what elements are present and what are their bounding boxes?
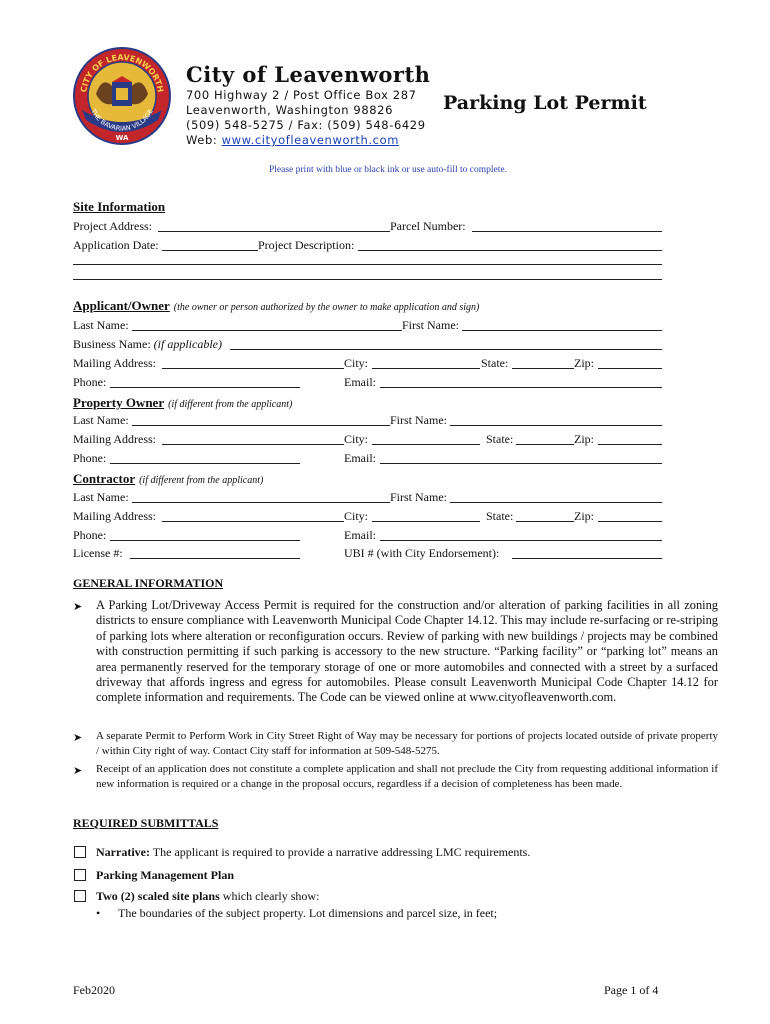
address-line2: Leavenworth, Washington 98826	[186, 103, 393, 117]
contractor-license-field[interactable]	[130, 558, 300, 559]
owner-mailing-label: Mailing Address:	[73, 432, 156, 446]
owner-heading: Property Owner	[73, 395, 165, 410]
site-plans-item	[96, 889, 319, 903]
owner-phone-label: Phone:	[73, 451, 107, 465]
general-bullet-2: A separate Permit to Perform Work in City Street Right of Way may be necessary for portions of projects located outside of private property / within City right of way. Contact City staff for information at 509-548-5275.	[96, 730, 718, 757]
owner-first-name-label: First Name:	[390, 413, 447, 427]
applicant-note: (the owner or person authorized by the owner to make application and sign)	[173, 302, 480, 313]
applicant-city-label: City:	[344, 356, 369, 370]
arrow-bullet-icon: ➤	[73, 765, 83, 777]
address-line1: 700 Highway 2 / Post Office Box 287	[186, 88, 417, 102]
project-address-label: Project Address:	[73, 219, 152, 233]
owner-city-field[interactable]	[372, 444, 480, 445]
applicant-last-name-field[interactable]	[132, 330, 402, 331]
applicant-last-name-label: Last Name:	[73, 318, 129, 332]
project-description-line2[interactable]	[73, 264, 662, 265]
applicant-phone-label: Phone:	[73, 375, 107, 389]
owner-zip-field[interactable]	[598, 444, 662, 445]
owner-state-field[interactable]	[516, 444, 574, 445]
applicant-email-label: Email:	[344, 375, 376, 389]
applicant-zip-field[interactable]	[598, 368, 662, 369]
business-name-note: (if applicable)	[153, 337, 222, 351]
contractor-first-name-label: First Name:	[390, 490, 447, 504]
site-plans-text: which clearly show:	[222, 889, 320, 903]
applicant-phone-field[interactable]	[110, 387, 300, 388]
required-submittals-heading: REQUIRED SUBMITTALS	[73, 816, 219, 830]
contractor-first-name-field[interactable]	[450, 502, 662, 503]
applicant-mailing-field[interactable]	[162, 368, 344, 369]
bullet-dot-icon: •	[96, 906, 101, 920]
site-plans-checkbox[interactable]	[74, 890, 86, 902]
owner-phone-field[interactable]	[110, 463, 300, 464]
owner-last-name-label: Last Name:	[73, 413, 129, 427]
contractor-note: (if different from the applicant)	[139, 475, 264, 486]
application-date-field[interactable]	[162, 250, 258, 251]
contractor-ubi-label: UBI # (with City Endorsement):	[344, 546, 500, 560]
address-block	[186, 88, 426, 148]
project-address-field[interactable]	[158, 231, 390, 232]
city-name: City of Leavenworth	[186, 62, 431, 87]
general-info-heading: GENERAL INFORMATION	[73, 576, 224, 590]
applicant-state-label: State:	[481, 356, 509, 370]
applicant-first-name-label: First Name:	[402, 318, 459, 332]
contractor-zip-label: Zip:	[574, 509, 594, 523]
applicant-email-field[interactable]	[380, 387, 662, 388]
print-note: Please print with blue or black ink or use auto-fill to complete.	[269, 165, 507, 175]
parcel-number-field[interactable]	[472, 231, 662, 232]
applicant-zip-label: Zip:	[574, 356, 594, 370]
owner-heading-row	[73, 394, 292, 412]
contractor-zip-field[interactable]	[598, 521, 662, 522]
contractor-mailing-field[interactable]	[162, 521, 344, 522]
owner-first-name-field[interactable]	[450, 425, 662, 426]
form-title: Parking Lot Permit	[443, 92, 647, 114]
contractor-phone-label: Phone:	[73, 528, 107, 542]
applicant-state-field[interactable]	[512, 368, 574, 369]
page-number: Page 1 of 4	[604, 983, 659, 997]
general-bullet-3: Receipt of an application does not constitute a complete application and shall not preclude the City from requesting additional information if new information is required or a change in the proposal occurs, regardless if a decision of completeness has been made.	[96, 763, 718, 790]
business-name-row	[73, 337, 222, 351]
owner-email-label: Email:	[344, 451, 376, 465]
business-name-label: Business Name:	[73, 337, 151, 351]
contractor-phone-field[interactable]	[110, 540, 300, 541]
contractor-state-field[interactable]	[516, 521, 574, 522]
owner-note: (if different from the applicant)	[168, 399, 293, 410]
owner-city-label: City:	[344, 432, 369, 446]
project-description-label: Project Description:	[258, 238, 355, 252]
narrative-checkbox[interactable]	[74, 846, 86, 858]
site-info-heading: Site Information	[73, 199, 166, 214]
narrative-item	[96, 845, 530, 859]
svg-text:WA: WA	[115, 134, 129, 142]
svg-text:CITY OF LEAVENWORTH: CITY OF LEAVENWORTH	[79, 52, 165, 94]
contractor-city-field[interactable]	[372, 521, 480, 522]
arrow-bullet-icon: ➤	[73, 732, 83, 744]
city-seal-logo	[72, 46, 172, 146]
applicant-heading: Applicant/Owner	[73, 298, 170, 313]
site-plan-sub-item: The boundaries of the subject property. Lot dimensions and parcel size, in feet;	[118, 906, 498, 920]
contractor-last-name-field[interactable]	[132, 502, 390, 503]
contractor-ubi-field[interactable]	[512, 558, 662, 559]
contractor-last-name-label: Last Name:	[73, 490, 129, 504]
site-plans-label: Two (2) scaled site plans	[96, 889, 220, 903]
applicant-mailing-label: Mailing Address:	[73, 356, 156, 370]
contractor-license-label: License #:	[73, 546, 123, 560]
narrative-text: The applicant is required to provide a narrative addressing LMC requirements.	[152, 845, 531, 859]
narrative-label: Narrative:	[96, 845, 150, 859]
contractor-heading: Contractor	[73, 471, 136, 486]
phone-fax: (509) 548-5275 / Fax: (509) 548-6429	[186, 118, 426, 132]
project-description-line3[interactable]	[73, 279, 662, 280]
owner-email-field[interactable]	[380, 463, 662, 464]
application-date-label: Application Date:	[73, 238, 159, 252]
contractor-mailing-label: Mailing Address:	[73, 509, 156, 523]
contractor-email-field[interactable]	[380, 540, 662, 541]
contractor-state-label: State:	[486, 509, 514, 523]
owner-zip-label: Zip:	[574, 432, 594, 446]
contractor-heading-row	[73, 470, 263, 488]
applicant-heading-row	[73, 297, 479, 315]
parking-plan-checkbox[interactable]	[74, 869, 86, 881]
parking-plan-label: Parking Management Plan	[96, 868, 234, 882]
contractor-email-label: Email:	[344, 528, 376, 542]
project-description-field[interactable]	[358, 250, 662, 251]
parcel-number-label: Parcel Number:	[390, 219, 466, 233]
contractor-city-label: City:	[344, 509, 369, 523]
owner-state-label: State:	[486, 432, 514, 446]
arrow-bullet-icon: ➤	[73, 601, 83, 613]
svg-text:THE BAVARIAN VILLAGE: THE BAVARIAN VILLAGE	[89, 107, 155, 133]
web-label: Web:	[186, 133, 218, 147]
owner-last-name-field[interactable]	[132, 425, 390, 426]
applicant-first-name-field[interactable]	[462, 330, 662, 331]
general-bullet-1: A Parking Lot/Driveway Access Permit is required for the construction and/or alteration of parking facilities in all zoning districts to ensure compliance with Leavenworth Municipal Code Chapter 14.12. This may include re-surfacing or re-striping of parking lots where alteration or reconfiguration occurs. Review of parking with new buildings / projects may be combined with construction permitting if such parking is accessory to the new structure. “Parking facility” or “parking lot” means an area permanently reserved for the temporary storage of one or more automobiles and connected with a street by a surfaced driveway that affords ingress and egress for automobiles. Please consult Leavenworth Municipal Code Chapter 14.12 for complete information and requirements. The Code can be viewed online at www.cityofleavenworth.com.	[96, 598, 718, 705]
applicant-city-field[interactable]	[372, 368, 480, 369]
business-name-field[interactable]	[230, 349, 662, 350]
owner-mailing-field[interactable]	[162, 444, 344, 445]
web-line	[186, 133, 426, 148]
footer-date: Feb2020	[73, 983, 115, 997]
website-link[interactable]: www.cityofleavenworth.com	[221, 133, 400, 147]
